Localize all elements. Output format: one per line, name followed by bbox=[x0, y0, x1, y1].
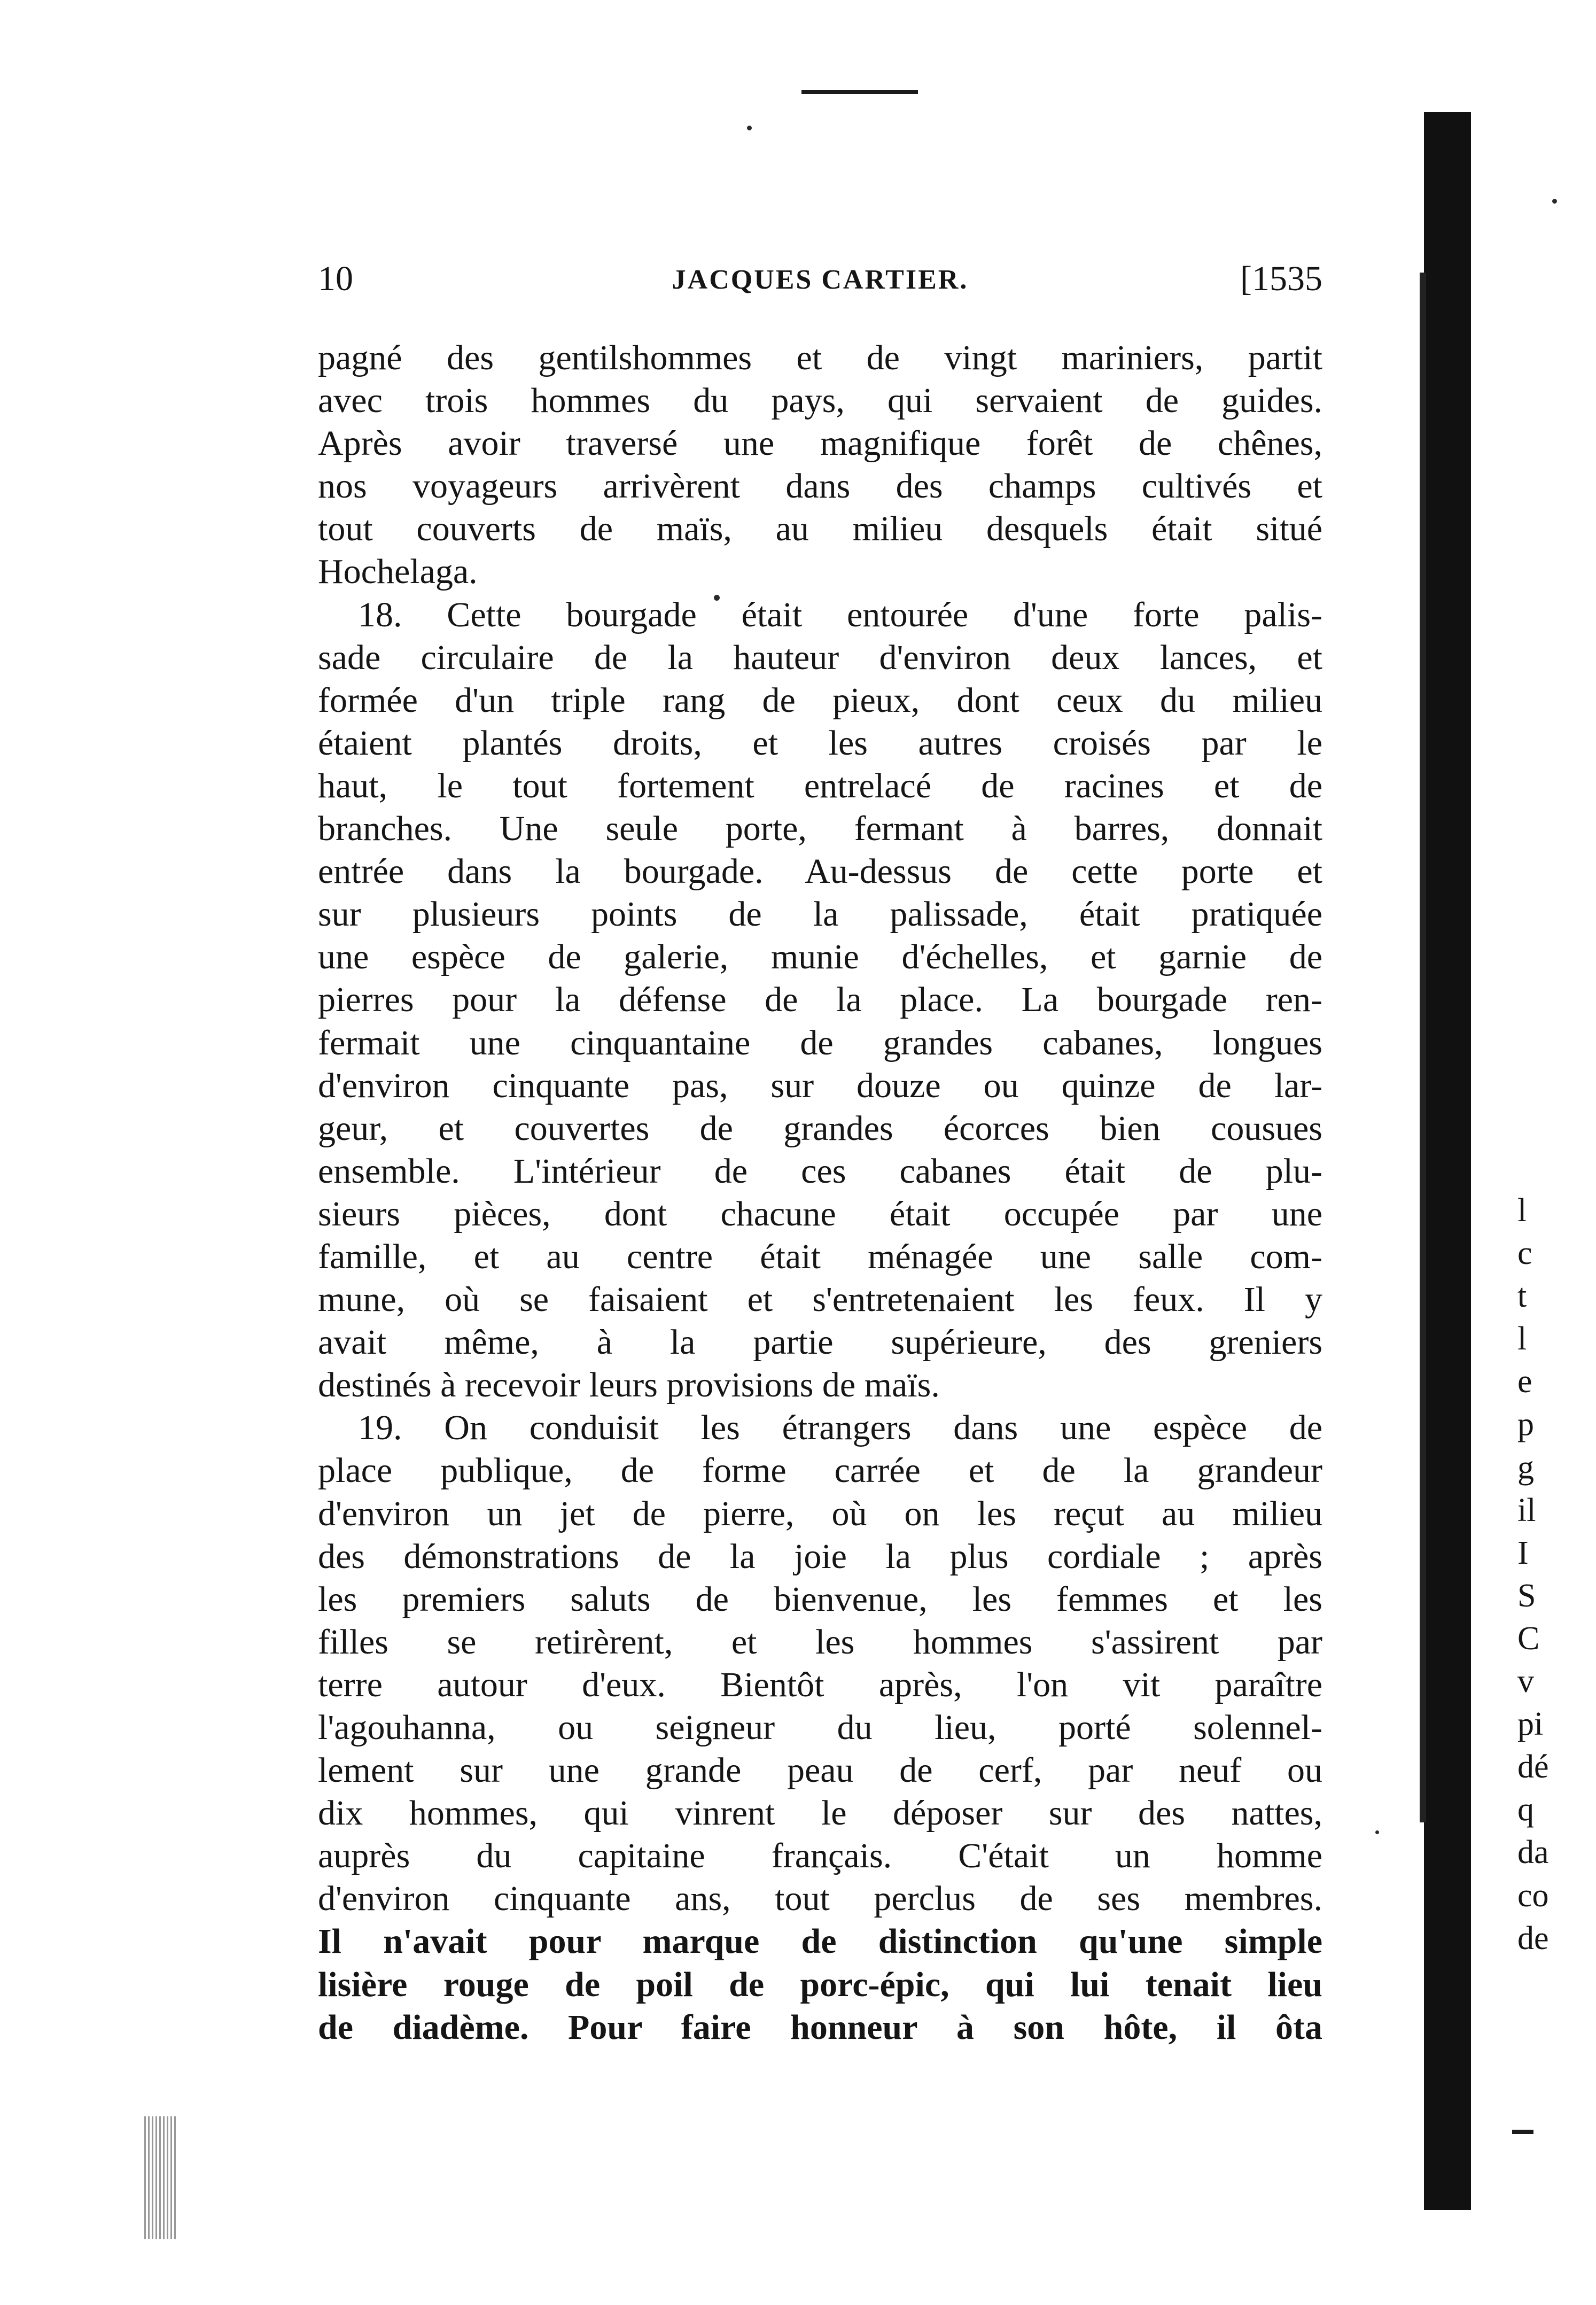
margin-bleed-marks bbox=[144, 2116, 176, 2239]
text-line: d'environ cinquante pas, sur douze ou quinze de lar- bbox=[318, 1066, 1322, 1105]
ink-speck bbox=[747, 126, 752, 130]
page-number: 10 bbox=[318, 259, 353, 298]
facing-fragment: de bbox=[1517, 1920, 1549, 1957]
text-line: fermait une cinquantaine de grandes cabanes, longues bbox=[318, 1023, 1322, 1062]
text-line: l'agouhanna, ou seigneur du lieu, porté solennel- bbox=[318, 1708, 1322, 1747]
book-binding-shadow bbox=[1424, 112, 1471, 2210]
text-line: Après avoir traversé une magnifique forêt de chênes, bbox=[318, 424, 1322, 463]
text-line: auprès du capitaine français. C'était un homme bbox=[318, 1836, 1322, 1876]
ink-speck bbox=[1552, 199, 1557, 204]
text-line: famille, et au centre était ménagée une salle com- bbox=[318, 1237, 1322, 1276]
text-line: une espèce de galerie, munie d'échelles, et garnie de bbox=[318, 937, 1322, 977]
text-line: ensemble. L'intérieur de ces cabanes était de plu- bbox=[318, 1151, 1322, 1191]
paragraph-start: 18. Cette bourgade était entourée d'une forte palis- bbox=[358, 595, 1322, 634]
text-line: pierres pour la défense de la place. La bourgade ren- bbox=[318, 980, 1322, 1020]
text-line: avait même, à la partie supérieure, des greniers bbox=[318, 1323, 1322, 1362]
facing-fragment: pi bbox=[1517, 1706, 1544, 1743]
text-line: pagné des gentilshommes et de vingt mariniers, partit bbox=[318, 338, 1322, 377]
facing-fragment: c bbox=[1517, 1235, 1532, 1272]
text-line: formée d'un triple rang de pieux, dont ceux du milieu bbox=[318, 680, 1322, 720]
facing-fragment: t bbox=[1517, 1278, 1527, 1315]
text-line: branches. Une seule porte, fermant à barres, donnait bbox=[318, 809, 1322, 849]
text-line: haut, le tout fortement entrelacé de racines et de bbox=[318, 766, 1322, 805]
text-line: avec trois hommes du pays, qui servaient de guides. bbox=[318, 381, 1322, 421]
text-line: geur, et couvertes de grandes écorces bien cousues bbox=[318, 1108, 1322, 1148]
text-line: Il n'avait pour marque de distinction qu'une simple bbox=[318, 1922, 1322, 1961]
text-line: d'environ cinquante ans, tout perclus de ses membres. bbox=[318, 1879, 1322, 1919]
header-year: [1535 bbox=[1240, 259, 1322, 298]
text-line: lement sur une grande peau de cerf, par neuf ou bbox=[318, 1751, 1322, 1790]
text-line: d'environ un jet de pierre, où on les reçut au milieu bbox=[318, 1494, 1322, 1533]
text-line: destinés à recevoir leurs provisions de maïs. bbox=[318, 1365, 940, 1405]
facing-fragment: da bbox=[1517, 1834, 1549, 1871]
facing-fragment: l bbox=[1517, 1321, 1527, 1357]
text-line: sieurs pièces, dont chacune était occupée par une bbox=[318, 1194, 1322, 1233]
facing-fragment: il bbox=[1517, 1492, 1536, 1528]
facing-fragment: C bbox=[1517, 1620, 1540, 1657]
facing-fragment: e bbox=[1517, 1363, 1532, 1400]
running-title: JACQUES CARTIER. bbox=[672, 265, 969, 295]
text-line: place publique, de forme carrée et de la grandeur bbox=[318, 1451, 1322, 1491]
facing-fragment: I bbox=[1517, 1534, 1529, 1571]
facing-page-fragments bbox=[1517, 1189, 1592, 1960]
facing-fragment: v bbox=[1517, 1663, 1534, 1700]
ink-speck bbox=[1375, 1830, 1379, 1834]
running-header bbox=[318, 252, 1322, 306]
text-line: dix hommes, qui vinrent le déposer sur des nattes, bbox=[318, 1794, 1322, 1833]
facing-fragment: l bbox=[1517, 1192, 1527, 1229]
text-line: mune, où se faisaient et s'entretenaient les feux. Il y bbox=[318, 1280, 1322, 1320]
text-line: filles se retirèrent, et les hommes s'assirent par bbox=[318, 1622, 1322, 1662]
text-line: tout couverts de maïs, au milieu desquels était situé bbox=[318, 509, 1322, 549]
facing-fragment: q bbox=[1517, 1791, 1534, 1828]
text-line: lisière rouge de poil de porc-épic, qui lui tenait lieu bbox=[318, 1965, 1322, 2004]
body-text bbox=[318, 337, 1322, 2049]
text-line: sade circulaire de la hauteur d'environ deux lances, et bbox=[318, 638, 1322, 677]
facing-page-dash bbox=[1512, 2130, 1533, 2134]
text-line: sur plusieurs points de la palissade, était pratiquée bbox=[318, 895, 1322, 934]
text-line: entrée dans la bourgade. Au-dessus de cette porte et bbox=[318, 852, 1322, 891]
text-line: terre autour d'eux. Bientôt après, l'on vit paraître bbox=[318, 1665, 1322, 1704]
paragraph-start: 19. On conduisit les étrangers dans une espèce de bbox=[358, 1408, 1322, 1448]
facing-fragment: p bbox=[1517, 1406, 1534, 1443]
text-line: Hochelaga. bbox=[318, 552, 478, 592]
facing-fragment: co bbox=[1517, 1877, 1549, 1914]
facing-fragment: S bbox=[1517, 1577, 1536, 1614]
text-line: les premiers saluts de bienvenue, les femmes et les bbox=[318, 1579, 1322, 1619]
facing-fragment: g bbox=[1517, 1449, 1534, 1486]
text-line: des démonstrations de la joie la plus cordiale ; après bbox=[318, 1536, 1322, 1576]
facing-fragment: dé bbox=[1517, 1749, 1549, 1786]
top-rule bbox=[801, 90, 918, 94]
text-line: étaient plantés droits, et les autres croisés par le bbox=[318, 723, 1322, 763]
text-line: nos voyageurs arrivèrent dans des champs cultivés et bbox=[318, 467, 1322, 506]
text-line: de diadème. Pour faire honneur à son hôte, il ôta bbox=[318, 2007, 1322, 2047]
